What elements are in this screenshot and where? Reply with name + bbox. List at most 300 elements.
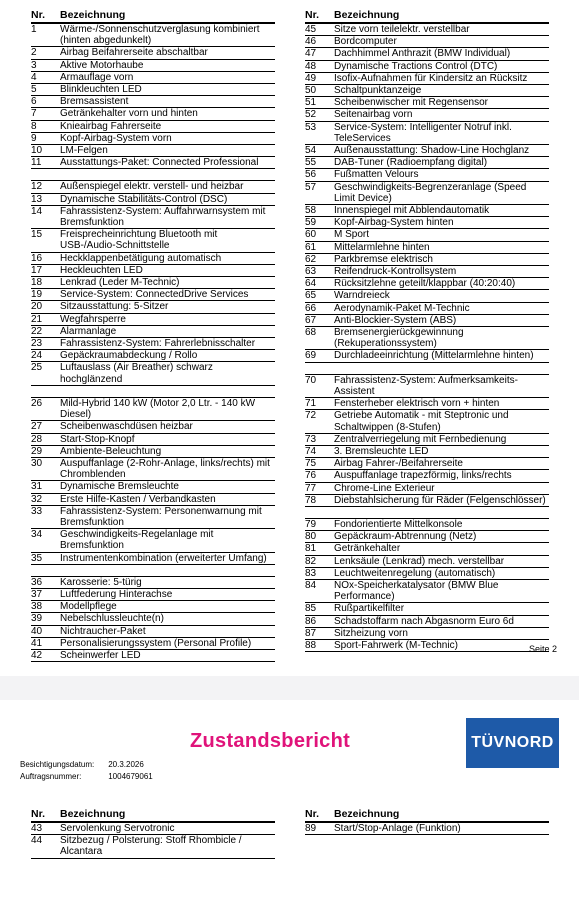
item-bezeichnung: Schadstoffarm nach Abgasnorm Euro 6d	[334, 615, 549, 627]
table-row	[31, 252, 275, 264]
table-row	[31, 529, 275, 552]
item-nr: 3	[31, 59, 60, 71]
equipment-table	[305, 9, 549, 652]
item-bezeichnung: Modellpflege	[60, 601, 275, 613]
item-bezeichnung: Fahrassistenz-System: Aufmerksamkeits-Assistent	[334, 374, 549, 397]
equipment-table-left-p2	[31, 808, 275, 859]
item-bezeichnung: Nichtraucher-Paket	[60, 625, 275, 637]
item-nr	[305, 362, 334, 374]
item-nr: 38	[31, 601, 60, 613]
item-nr: 51	[305, 97, 334, 109]
table-row	[305, 23, 549, 36]
item-nr: 31	[31, 481, 60, 493]
table-row	[305, 506, 549, 518]
auftragsnummer-value: 1004679061	[108, 772, 153, 781]
page-gap	[0, 676, 579, 700]
item-nr: 80	[305, 531, 334, 543]
item-bezeichnung: Start-Stop-Knopf	[60, 433, 275, 445]
item-bezeichnung: Nebelschlussleuchte(n)	[60, 613, 275, 625]
item-bezeichnung: Wärme-/Sonnenschutzverglasung kombiniert (hinten abgedunkelt)	[60, 23, 275, 47]
table-row	[305, 567, 549, 579]
besichtigungsdatum-label: Besichtigungsdatum:	[20, 760, 95, 769]
table-row	[305, 518, 549, 530]
item-bezeichnung: Zentralverriegelung mit Fernbedienung	[334, 433, 549, 445]
table-row	[305, 543, 549, 555]
item-nr	[305, 506, 334, 518]
item-nr: 39	[31, 613, 60, 625]
item-bezeichnung: Dynamische Stabilitäts-Control (DSC)	[60, 193, 275, 205]
item-bezeichnung: Blinkleuchten LED	[60, 84, 275, 96]
table-row	[31, 385, 275, 397]
item-bezeichnung: Innenspiegel mit Abblendautomatik	[334, 205, 549, 217]
table-row	[31, 564, 275, 576]
table-row	[31, 108, 275, 120]
item-bezeichnung: Mild-Hybrid 140 kW (Motor 2,0 Ltr. - 140 kW Diesel)	[60, 397, 275, 420]
item-bezeichnung: Wegfahrsperre	[60, 313, 275, 325]
item-nr: 73	[305, 433, 334, 445]
item-bezeichnung: Service-System: ConnectedDrive Services	[60, 289, 275, 301]
table-row	[305, 374, 549, 397]
item-nr: 87	[305, 627, 334, 639]
table-row	[305, 48, 549, 60]
table-header-row	[31, 9, 275, 23]
item-bezeichnung: Start/Stop-Anlage (Funktion)	[334, 822, 549, 835]
item-nr: 24	[31, 350, 60, 362]
table-row	[305, 60, 549, 72]
header-bezeichnung: Bezeichnung	[334, 9, 549, 23]
item-bezeichnung: Geschwindigkeits-Begrenzeranlage (Speed Limit Device)	[334, 181, 549, 204]
table-row	[31, 289, 275, 301]
item-nr: 14	[31, 205, 60, 228]
table-row	[31, 59, 275, 71]
item-bezeichnung: Fensterheber elektrisch vorn + hinten	[334, 398, 549, 410]
table-row	[31, 649, 275, 661]
item-nr	[31, 169, 60, 181]
item-nr: 7	[31, 108, 60, 120]
item-nr: 18	[31, 277, 60, 289]
table-row	[305, 603, 549, 615]
table-row	[31, 313, 275, 325]
item-bezeichnung: Anti-Blockier-System (ABS)	[334, 314, 549, 326]
item-bezeichnung: Chrome-Line Exterieur	[334, 482, 549, 494]
item-nr: 75	[305, 458, 334, 470]
tuev-nord-logo: TÜVNORD	[466, 718, 559, 768]
item-bezeichnung: Auspuffanlage (2-Rohr-Anlage, links/rechts) mit Chromblenden	[60, 457, 275, 480]
item-nr: 79	[305, 518, 334, 530]
table-row	[305, 85, 549, 97]
item-bezeichnung: Außenspiegel elektr. verstell- und heizbar	[60, 181, 275, 193]
item-nr: 86	[305, 615, 334, 627]
item-nr: 83	[305, 567, 334, 579]
item-bezeichnung: Armauflage vorn	[60, 71, 275, 83]
header-bezeichnung: Bezeichnung	[334, 808, 549, 822]
item-nr: 70	[305, 374, 334, 397]
item-bezeichnung: 3. Bremsleuchte LED	[334, 445, 549, 457]
table-row	[31, 229, 275, 252]
item-nr: 85	[305, 603, 334, 615]
item-nr: 82	[305, 555, 334, 567]
equipment-table-left	[31, 9, 275, 662]
table-row	[31, 505, 275, 528]
table-row	[31, 481, 275, 493]
item-nr: 44	[31, 835, 60, 858]
item-bezeichnung: Aerodynamik-Paket M-Technic	[334, 302, 549, 314]
item-bezeichnung: Alarmanlage	[60, 325, 275, 337]
item-bezeichnung	[60, 169, 275, 181]
item-bezeichnung: Parkbremse elektrisch	[334, 253, 549, 265]
report-title: Zustandsbericht	[190, 730, 351, 752]
table-row	[305, 627, 549, 639]
item-nr: 58	[305, 205, 334, 217]
item-nr: 62	[305, 253, 334, 265]
item-nr: 68	[305, 327, 334, 350]
item-nr: 46	[305, 36, 334, 48]
table-row	[305, 482, 549, 494]
table-row	[31, 457, 275, 480]
table-row	[31, 588, 275, 600]
item-bezeichnung: Seitenairbag vorn	[334, 109, 549, 121]
table-row	[31, 205, 275, 228]
table-row	[31, 576, 275, 588]
item-nr: 89	[305, 822, 334, 835]
item-nr: 40	[31, 625, 60, 637]
item-nr: 67	[305, 314, 334, 326]
item-nr: 32	[31, 493, 60, 505]
item-nr: 88	[305, 639, 334, 651]
item-bezeichnung: Airbag Fahrer-/Beifahrerseite	[334, 458, 549, 470]
item-bezeichnung: Heckklappenbetätigung automatisch	[60, 252, 275, 264]
item-bezeichnung: Fahrassistenz-System: Auffahrwarnsystem mit Bremsfunktion	[60, 205, 275, 228]
table-row	[31, 625, 275, 637]
header-bezeichnung: Bezeichnung	[60, 808, 275, 822]
table-row	[305, 410, 549, 433]
item-nr: 69	[305, 350, 334, 362]
item-bezeichnung: Kopf-Airbag-System hinten	[334, 217, 549, 229]
item-nr: 37	[31, 588, 60, 600]
item-nr: 45	[305, 23, 334, 36]
table-row	[305, 253, 549, 265]
table-row	[305, 157, 549, 169]
table-row	[305, 639, 549, 651]
item-nr: 50	[305, 85, 334, 97]
item-bezeichnung: Ambiente-Beleuchtung	[60, 445, 275, 457]
item-nr: 19	[31, 289, 60, 301]
header-nr: Nr.	[31, 808, 60, 822]
table-row	[305, 822, 549, 835]
table-header-row	[31, 808, 275, 822]
table-row	[305, 314, 549, 326]
item-nr	[31, 385, 60, 397]
item-nr: 55	[305, 157, 334, 169]
item-nr: 20	[31, 301, 60, 313]
item-nr: 42	[31, 649, 60, 661]
item-bezeichnung: Lenkrad (Leder M-Technic)	[60, 277, 275, 289]
item-bezeichnung: Getränkehalter	[334, 543, 549, 555]
item-nr: 2	[31, 47, 60, 59]
item-bezeichnung: Getriebe Automatik - mit Steptronic und Schaltwippen (8-Stufen)	[334, 410, 549, 433]
item-nr: 64	[305, 278, 334, 290]
item-bezeichnung: Fondorientierte Mittelkonsole	[334, 518, 549, 530]
item-bezeichnung: Luftauslass (Air Breather) schwarz hochglänzend	[60, 362, 275, 385]
table-row	[305, 121, 549, 144]
besichtigungsdatum-value: 20.3.2026	[108, 760, 144, 769]
item-nr: 25	[31, 362, 60, 385]
item-nr: 1	[31, 23, 60, 47]
table-row	[305, 266, 549, 278]
table-row	[31, 822, 275, 835]
table-row	[305, 205, 549, 217]
item-bezeichnung: Instrumentenkombination (erweiterter Umfang)	[60, 552, 275, 564]
table-row	[31, 637, 275, 649]
table-row	[31, 325, 275, 337]
table-row	[31, 493, 275, 505]
table-row	[305, 217, 549, 229]
item-nr: 9	[31, 132, 60, 144]
table-row	[305, 458, 549, 470]
item-bezeichnung: Fahrassistenz-System: Fahrerlebnisschalter	[60, 338, 275, 350]
table-row	[31, 601, 275, 613]
item-bezeichnung: Luftfederung Hinterachse	[60, 588, 275, 600]
item-nr: 23	[31, 338, 60, 350]
table-row	[31, 613, 275, 625]
item-nr: 29	[31, 445, 60, 457]
table-row	[305, 145, 549, 157]
item-nr	[31, 564, 60, 576]
item-bezeichnung: Fußmatten Velours	[334, 169, 549, 181]
table-row	[31, 120, 275, 132]
item-nr: 66	[305, 302, 334, 314]
item-nr: 43	[31, 822, 60, 835]
item-bezeichnung: Scheibenwischer mit Regensensor	[334, 97, 549, 109]
table-row	[31, 835, 275, 858]
item-bezeichnung: Ausstattungs-Paket: Connected Professional	[60, 157, 275, 169]
equipment-table-right	[305, 9, 549, 652]
item-nr: 16	[31, 252, 60, 264]
page-number: Seite 2	[528, 644, 557, 654]
item-bezeichnung	[60, 385, 275, 397]
item-bezeichnung: Mittelarmlehne hinten	[334, 241, 549, 253]
table-row	[31, 23, 275, 47]
item-nr: 53	[305, 121, 334, 144]
table-row	[31, 552, 275, 564]
item-bezeichnung: Scheibenwaschdüsen heizbar	[60, 421, 275, 433]
equipment-table	[31, 808, 275, 859]
item-nr: 52	[305, 109, 334, 121]
item-bezeichnung	[334, 362, 549, 374]
header-nr: Nr.	[305, 9, 334, 23]
page-2	[0, 700, 579, 900]
item-bezeichnung: Dynamische Tractions Control (DTC)	[334, 60, 549, 72]
item-nr: 76	[305, 470, 334, 482]
table-row	[31, 169, 275, 181]
table-row	[31, 433, 275, 445]
item-bezeichnung: Schaltpunktanzeige	[334, 85, 549, 97]
item-nr: 26	[31, 397, 60, 420]
item-bezeichnung: Leuchtweitenregelung (automatisch)	[334, 567, 549, 579]
item-bezeichnung: Reifendruck-Kontrollsystem	[334, 266, 549, 278]
table-row	[31, 132, 275, 144]
item-nr: 74	[305, 445, 334, 457]
item-nr: 22	[31, 325, 60, 337]
auftragsnummer-label: Auftragsnummer:	[20, 772, 82, 781]
item-bezeichnung: DAB-Tuner (Radioempfang digital)	[334, 157, 549, 169]
item-nr: 8	[31, 120, 60, 132]
table-row	[31, 277, 275, 289]
item-nr: 17	[31, 264, 60, 276]
table-row	[305, 433, 549, 445]
table-row	[31, 350, 275, 362]
item-bezeichnung: Durchladeeinrichtung (Mittelarmlehne hinten)	[334, 350, 549, 362]
table-row	[31, 181, 275, 193]
table-row	[305, 229, 549, 241]
table-row	[305, 362, 549, 374]
item-nr: 21	[31, 313, 60, 325]
item-bezeichnung	[60, 564, 275, 576]
table-row	[31, 157, 275, 169]
header-nr: Nr.	[305, 808, 334, 822]
item-nr: 35	[31, 552, 60, 564]
item-bezeichnung: Sport-Fahrwerk (M-Technic)	[334, 639, 549, 651]
item-nr: 10	[31, 145, 60, 157]
item-nr: 15	[31, 229, 60, 252]
item-nr: 30	[31, 457, 60, 480]
item-nr: 61	[305, 241, 334, 253]
item-bezeichnung: Dynamische Bremsleuchte	[60, 481, 275, 493]
item-nr: 13	[31, 193, 60, 205]
item-bezeichnung: Service-System: Intelligenter Notruf inkl. TeleServices	[334, 121, 549, 144]
item-bezeichnung: Rußpartikelfilter	[334, 603, 549, 615]
besichtigungsdatum-row	[20, 760, 144, 769]
item-bezeichnung: Erste Hilfe-Kasten / Verbandkasten	[60, 493, 275, 505]
item-nr: 81	[305, 543, 334, 555]
item-nr: 56	[305, 169, 334, 181]
table-row	[305, 72, 549, 84]
item-nr: 65	[305, 290, 334, 302]
table-row	[31, 301, 275, 313]
item-bezeichnung: Freisprecheinrichtung Bluetooth mit USB-/Audio-Schnittstelle	[60, 229, 275, 252]
item-nr: 49	[305, 72, 334, 84]
item-nr: 48	[305, 60, 334, 72]
item-bezeichnung: Fahrassistenz-System: Personenwarnung mit Bremsfunktion	[60, 505, 275, 528]
item-bezeichnung: Airbag Beifahrerseite abschaltbar	[60, 47, 275, 59]
item-nr: 28	[31, 433, 60, 445]
item-bezeichnung: LM-Felgen	[60, 145, 275, 157]
item-bezeichnung: Scheinwerfer LED	[60, 649, 275, 661]
item-bezeichnung: Karosserie: 5-türig	[60, 576, 275, 588]
table-row	[31, 96, 275, 108]
equipment-table-right-p2	[305, 808, 549, 835]
table-row	[305, 494, 549, 506]
item-nr: 78	[305, 494, 334, 506]
item-bezeichnung: Gepäckraum-Abtrennung (Netz)	[334, 531, 549, 543]
item-bezeichnung: Aktive Motorhaube	[60, 59, 275, 71]
item-bezeichnung: Servolenkung Servotronic	[60, 822, 275, 835]
item-nr: 41	[31, 637, 60, 649]
item-nr: 63	[305, 266, 334, 278]
item-nr: 77	[305, 482, 334, 494]
item-bezeichnung: Sitzausstattung: 5-Sitzer	[60, 301, 275, 313]
equipment-table	[31, 9, 275, 662]
item-nr: 59	[305, 217, 334, 229]
item-bezeichnung: Rücksitzlehne geteilt/klappbar (40:20:40)	[334, 278, 549, 290]
item-bezeichnung: Kopf-Airbag-System vorn	[60, 132, 275, 144]
item-bezeichnung: Dachhimmel Anthrazit (BMW Individual)	[334, 48, 549, 60]
table-row	[305, 531, 549, 543]
item-nr: 71	[305, 398, 334, 410]
equipment-table	[305, 808, 549, 835]
item-bezeichnung	[334, 506, 549, 518]
table-row	[305, 615, 549, 627]
table-row	[305, 445, 549, 457]
item-nr: 57	[305, 181, 334, 204]
item-bezeichnung: Geschwindigkeits-Regelanlage mit Bremsfunktion	[60, 529, 275, 552]
item-nr: 12	[31, 181, 60, 193]
item-bezeichnung: Bremsenergierückgewinnung (Rekuperationssystem)	[334, 327, 549, 350]
item-nr: 54	[305, 145, 334, 157]
table-row	[305, 181, 549, 204]
item-bezeichnung: Diebstahlsicherung für Räder (Felgenschlösser)	[334, 494, 549, 506]
item-bezeichnung: Getränkehalter vorn und hinten	[60, 108, 275, 120]
table-row	[31, 362, 275, 385]
item-bezeichnung: Warndreieck	[334, 290, 549, 302]
item-bezeichnung: NOx-Speicherkatalysator (BMW Blue Performance)	[334, 579, 549, 602]
item-bezeichnung: Lenksäule (Lenkrad) mech. verstellbar	[334, 555, 549, 567]
table-row	[305, 36, 549, 48]
item-nr: 34	[31, 529, 60, 552]
auftragsnummer-row	[20, 772, 153, 781]
item-nr: 4	[31, 71, 60, 83]
table-header-row	[305, 9, 549, 23]
item-bezeichnung: Personalisierungssystem (Personal Profile)	[60, 637, 275, 649]
table-row	[305, 241, 549, 253]
item-nr: 72	[305, 410, 334, 433]
item-nr: 11	[31, 157, 60, 169]
table-row	[31, 397, 275, 420]
table-row	[31, 445, 275, 457]
table-row	[305, 327, 549, 350]
table-row	[305, 350, 549, 362]
item-nr: 27	[31, 421, 60, 433]
item-nr: 6	[31, 96, 60, 108]
item-bezeichnung: Sitzbezug / Polsterung: Stoff Rhombicle / Alcantara	[60, 835, 275, 858]
item-bezeichnung: Sitze vorn teilelektr. verstellbar	[334, 23, 549, 36]
item-bezeichnung: Außenausstattung: Shadow-Line Hochglanz	[334, 145, 549, 157]
table-row	[31, 264, 275, 276]
item-nr: 60	[305, 229, 334, 241]
item-nr: 5	[31, 84, 60, 96]
item-bezeichnung: Sitzheizung vorn	[334, 627, 549, 639]
table-row	[305, 97, 549, 109]
table-row	[305, 290, 549, 302]
table-row	[31, 338, 275, 350]
table-row	[305, 169, 549, 181]
table-row	[305, 278, 549, 290]
table-row	[31, 71, 275, 83]
item-nr: 33	[31, 505, 60, 528]
table-row	[305, 579, 549, 602]
item-bezeichnung: M Sport	[334, 229, 549, 241]
item-bezeichnung: Gepäckraumabdeckung / Rollo	[60, 350, 275, 362]
table-row	[305, 398, 549, 410]
item-bezeichnung: Isofix-Aufnahmen für Kindersitz an Rücksitz	[334, 72, 549, 84]
table-row	[31, 84, 275, 96]
table-header-row	[305, 808, 549, 822]
item-bezeichnung: Auspuffanlage trapezförmig, links/rechts	[334, 470, 549, 482]
table-row	[305, 470, 549, 482]
table-row	[31, 47, 275, 59]
item-bezeichnung: Knieairbag Fahrerseite	[60, 120, 275, 132]
item-bezeichnung: Bordcomputer	[334, 36, 549, 48]
